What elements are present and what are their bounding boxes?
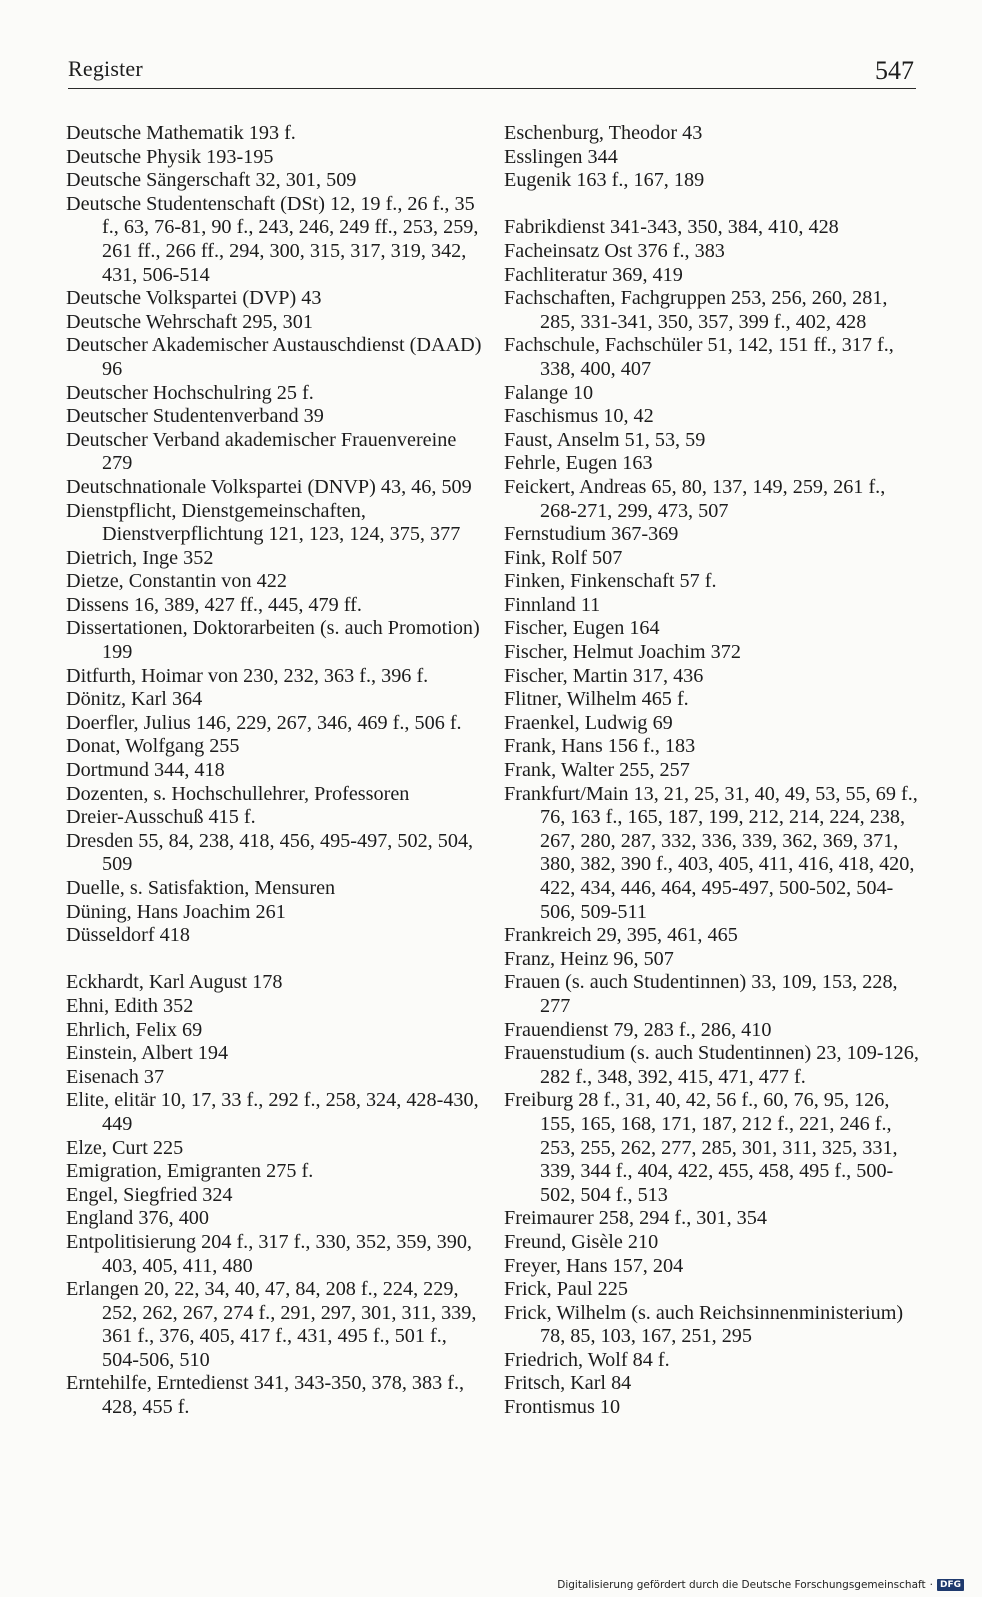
index-entry: Dissens 16, 389, 427 ff., 445, 479 ff. [66, 593, 362, 616]
index-entry: Fachschaften, Fachgruppen 253, 256, 260, 281, 285, 331-341, 350, 357, 399 f., 402, 428 [504, 287, 888, 333]
section-gap [504, 193, 924, 217]
index-entry: Frank, Walter 255, 257 [504, 759, 690, 782]
dfg-logo-icon: DFG [937, 1579, 964, 1591]
index-entry: Fink, Rolf 507 [504, 546, 623, 569]
index-entry: Fraenkel, Ludwig 69 [504, 711, 673, 734]
index-entry: Dienstpflicht, Dienstgemeinschaften, Dienstverpflichtung 121, 123, 124, 375, 377 [66, 499, 461, 546]
index-entry: Deutsche Mathematik 193 f. [66, 122, 296, 144]
index-entry: Deutsche Wehrschaft 295, 301 [66, 310, 313, 333]
index-entry: Fritsch, Karl 84 [504, 1372, 632, 1395]
index-entry: Frauendienst 79, 283 f., 286, 410 [504, 1018, 772, 1041]
index-entry: Deutsche Volkspartei (DVP) 43 [66, 287, 322, 310]
footer-credit: Digitalisierung gefördert durch die Deutsche Forschungsgemeinschaft [557, 1579, 926, 1591]
index-entry: Finnland 11 [504, 593, 601, 616]
index-entry: Erlangen 20, 22, 34, 40, 47, 84, 208 f., 224, 229, 252, 262, 267, 274 f., 291, 297, 301, 311, 339, 361 f., 376, 405, 417 f., 431, 495 f., 501 f., 504-506, 510 [66, 1278, 477, 1371]
index-entry: Flitner, Wilhelm 465 f. [504, 688, 689, 711]
index-entry: Frauenstudium (s. auch Studentinnen) 23, 109-126, 282 f., 348, 392, 415, 471, 477 f. [504, 1042, 919, 1088]
index-entry: Falange 10 [504, 381, 594, 404]
section-gap [66, 948, 484, 972]
index-entry: Deutschnationale Volkspartei (DNVP) 43, 46, 509 [66, 475, 472, 498]
index-entry: Deutsche Studentenschaft (DSt) 12, 19 f., 26 f., 35 f., 63, 76-81, 90 f., 243, 246, 249 ff., 253, 259, 261 ff., 266 ff., 294, 300, 315, 317, 319, 342, 431, 506-514 [66, 192, 479, 286]
running-header [68, 52, 916, 89]
index-entry: Dortmund 344, 418 [66, 759, 225, 782]
index-entry: Elite, elitär 10, 17, 33 f., 292 f., 258, 324, 428-430, 449 [66, 1089, 479, 1135]
digitization-footer: Digitalisierung gefördert durch die Deutsche Forschungsgemeinschaft · DFG [557, 1579, 964, 1591]
index-entry: Esslingen 344 [504, 145, 618, 168]
index-entry: Fachschule, Fachschüler 51, 142, 151 ff., 317 f., 338, 400, 407 [504, 334, 894, 380]
index-entry: Fischer, Martin 317, 436 [504, 664, 704, 687]
index-entry: Ehni, Edith 352 [66, 994, 194, 1017]
index-entry: Ehrlich, Felix 69 [66, 1018, 203, 1041]
index-entry: Frick, Wilhelm (s. auch Reichsinnenministerium) 78, 85, 103, 167, 251, 295 [504, 1301, 904, 1348]
index-entry: Entpolitisierung 204 f., 317 f., 330, 352, 359, 390, 403, 405, 411, 480 [66, 1230, 472, 1277]
index-entry: Fernstudium 367-369 [504, 523, 679, 546]
index-entry: Düning, Hans Joachim 261 [66, 900, 286, 923]
index-entry: Dönitz, Karl 364 [66, 688, 203, 711]
index-entry: Feickert, Andreas 65, 80, 137, 149, 259, 261 f., 268-271, 299, 473, 507 [504, 475, 886, 522]
index-entry: Fachliteratur 369, 419 [504, 263, 683, 286]
index-entry: Frank, Hans 156 f., 183 [504, 735, 696, 758]
index-entry: Donat, Wolfgang 255 [66, 735, 240, 758]
index-entry: Dreier-Ausschuß 415 f. [66, 806, 256, 829]
index-entry: Düsseldorf 418 [66, 924, 190, 947]
index-entry: Fischer, Helmut Joachim 372 [504, 641, 741, 664]
index-entry: Frontismus 10 [504, 1396, 621, 1419]
index-entry: Frankfurt/Main 13, 21, 25, 31, 40, 49, 53, 55, 69 f., 76, 163 f., 165, 187, 199, 212, 214, 224, 238, 267, 280, 287, 332, 336, 339, 362, 369, 371, 380, 382, 390 f., 403, 405, 411, 416, 418, 420, 422, 434, 446, 464, 495-497, 500-502, 504-506, 509-511 [504, 782, 918, 923]
index-entry: Deutsche Sängerschaft 32, 301, 509 [66, 169, 357, 192]
index-entry: Freiburg 28 f., 31, 40, 42, 56 f., 60, 76, 95, 126, 155, 165, 168, 171, 187, 212 f., 221, 246 f., 253, 255, 262, 277, 285, 301, 311, 325, 331, 339, 344 f., 404, 422, 455, 458, 495 f., 500-502, 504 f., 513 [504, 1089, 898, 1206]
index-entry: Frick, Paul 225 [504, 1278, 628, 1301]
index-entry: Deutscher Akademischer Austauschdienst (DAAD) 96 [66, 334, 482, 380]
index-entry: Facheinsatz Ost 376 f., 383 [504, 239, 725, 262]
index-entry: Deutsche Physik 193-195 [66, 145, 274, 168]
index-entry: Fabrikdienst 341-343, 350, 384, 410, 428 [504, 216, 839, 239]
index-entry: Faschismus 10, 42 [504, 405, 654, 428]
index-entry: Deutscher Hochschulring 25 f. [66, 381, 314, 404]
index-entry: Ditfurth, Hoimar von 230, 232, 363 f., 396 f. [66, 664, 429, 687]
index-entry: Dozenten, s. Hochschullehrer, Professoren [66, 782, 410, 805]
index-entry: Eckhardt, Karl August 178 [66, 971, 283, 994]
index-entry: Frauen (s. auch Studentinnen) 33, 109, 153, 228, 277 [504, 971, 898, 1017]
index-entry: Deutscher Studentenverband 39 [66, 405, 324, 428]
index-entry: Fehrle, Eugen 163 [504, 452, 653, 475]
index-entry: Finken, Finkenschaft 57 f. [504, 570, 717, 593]
index-entry: Franz, Heinz 96, 507 [504, 947, 674, 970]
index-entry: Faust, Anselm 51, 53, 59 [504, 428, 706, 451]
index-entry: Erntehilfe, Erntedienst 341, 343-350, 378, 383 f., 428, 455 f. [66, 1372, 465, 1419]
index-entry: Dietrich, Inge 352 [66, 546, 214, 569]
index-entry: Dietze, Constantin von 422 [66, 570, 287, 593]
page-number: 547 [875, 56, 914, 85]
index-entry: Eisenach 37 [66, 1065, 165, 1088]
page-margin [982, 0, 1000, 1597]
index-entry: Dresden 55, 84, 238, 418, 456, 495-497, 502, 504, 509 [66, 829, 474, 876]
index-entry: England 376, 400 [66, 1207, 209, 1230]
index-entry: Duelle, s. Satisfaktion, Mensuren [66, 877, 336, 899]
index-entry: Eschenburg, Theodor 43 [504, 122, 703, 144]
index-entry: Freund, Gisèle 210 [504, 1230, 659, 1253]
index-entry: Deutscher Verband akademischer Frauenvereine 279 [66, 428, 457, 475]
index-column-left [66, 122, 484, 1420]
index-entry: Frankreich 29, 395, 461, 465 [504, 924, 738, 947]
index-entry: Einstein, Albert 194 [66, 1042, 229, 1065]
index-entry: Dissertationen, Doktorarbeiten (s. auch Promotion) 199 [66, 617, 480, 664]
running-title: Register [68, 56, 143, 81]
index-entry: Fischer, Eugen 164 [504, 617, 660, 640]
index-entry: Freimaurer 258, 294 f., 301, 354 [504, 1207, 767, 1230]
index-entry: Emigration, Emigranten 275 f. [66, 1160, 314, 1183]
index-entry: Eugenik 163 f., 167, 189 [504, 169, 705, 192]
index-entry: Friedrich, Wolf 84 f. [504, 1348, 670, 1371]
index-column-right [504, 122, 924, 1420]
index-entry: Freyer, Hans 157, 204 [504, 1254, 684, 1277]
index-entry: Engel, Siegfried 324 [66, 1183, 233, 1206]
index-entry: Doerfler, Julius 146, 229, 267, 346, 469 f., 506 f. [66, 711, 462, 734]
index-entry: Elze, Curt 225 [66, 1136, 184, 1159]
